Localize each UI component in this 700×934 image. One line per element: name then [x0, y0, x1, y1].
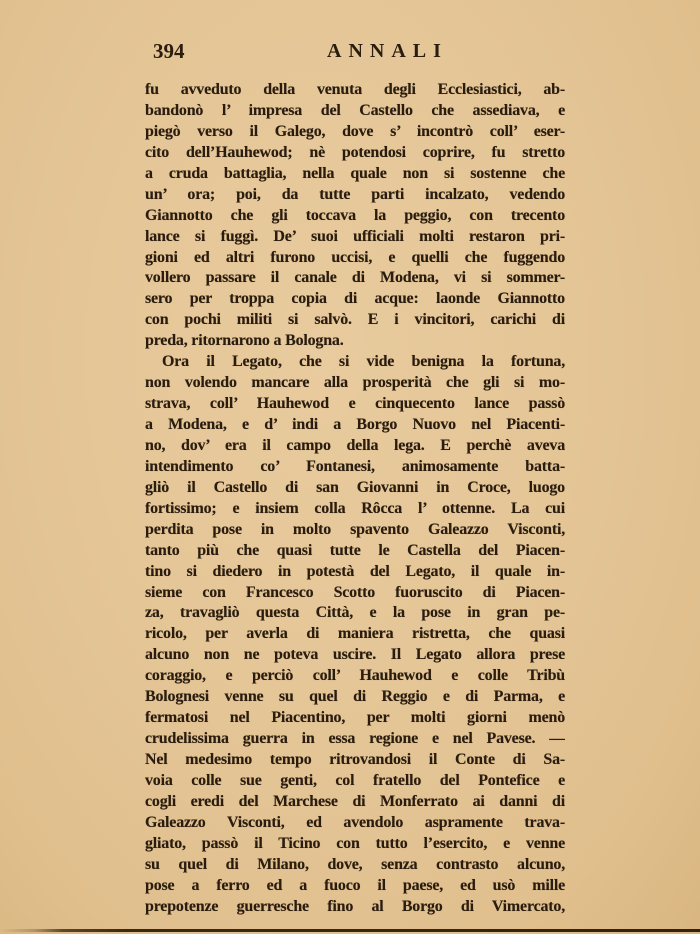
text-line: gioni ed altri furono uccisi, e quelli che fuggendo [145, 248, 565, 266]
page-number: 394 [153, 39, 185, 63]
text-line: lance si fuggì. De’ suoi ufficiali molti restaron pri- [145, 227, 565, 245]
text-line: crudelissima guerra in essa regione e nel Pavese. — [145, 730, 565, 748]
text-line: non volendo mancare alla prosperità che gli si mo- [145, 374, 565, 392]
text-line: vollero passare il canale di Modena, vi si sommer- [145, 269, 565, 287]
text-line: fu avveduto della venuta degli Ecclesiastici, ab- [145, 81, 565, 98]
text-line: cogli eredi del Marchese di Monferrato ai danni di [145, 792, 565, 810]
text-line: tino si diedero in potestà del Legato, il quale in- [145, 562, 565, 580]
text-line: su quel di Milano, dove, senza contrasto alcuno, [145, 855, 565, 873]
text-line: alcuno non ne poteva uscire. Il Legato allora prese [145, 646, 565, 664]
text-line: Galeazzo Visconti, ed avendolo aspramente trava- [145, 813, 565, 831]
text-line: bandonò l’ impresa del Castello che assediava, e [145, 101, 565, 119]
text-line: ricolo, per averla di maniera ristretta, che quasi [145, 625, 565, 643]
text-line: perdita pose in molto spavento Galeazzo Visconti, [145, 520, 565, 538]
text-line: sero per troppa copia di acque: laonde Giannotto [145, 290, 565, 308]
text-line: piegò verso il Galego, dove s’ incontrò coll’ eser- [145, 122, 565, 140]
text-line: con pochi militi si salvò. E i vincitori, carichi di [145, 311, 565, 329]
text-line: pose a ferro ed a fuoco il paese, ed usò mille [145, 876, 565, 894]
text-line: cito dell’Hauhewod; nè potendosi coprire, fu stretto [145, 143, 565, 161]
text-line: za, travagliò questa Città, e la pose in gran pe- [145, 604, 565, 622]
text-line: coraggio, e perciò coll’ Hauhewod e colle Tribù [145, 667, 565, 685]
text-line: voia colle sue genti, col fratello del Pontefice e [145, 771, 565, 789]
page-header [0, 37, 700, 65]
text-line: intendimento co’ Fontanesi, animosamente batta- [145, 457, 565, 475]
text-line: a Modena, e d’ indi a Borgo Nuovo nel Piacenti- [145, 416, 565, 433]
text-line: fortissimo; e insiem colla Rôcca l’ ottenne. La cui [145, 499, 565, 517]
text-line: prepotenze guerresche fino al Borgo di Vimercato, [145, 897, 565, 915]
text-line: Ora il Legato, che si vide benigna la fortuna, [162, 353, 565, 371]
text-line: Bolognesi venne su quel di Reggio e di Parma, e [145, 688, 565, 706]
page-text-block [145, 80, 565, 918]
text-line: Nel medesimo tempo ritrovandosi il Conte di Sa- [145, 751, 565, 768]
text-line: un’ ora; poi, da tutte parti incalzato, vedendo [145, 185, 565, 203]
scan-edge-line [0, 929, 700, 932]
text-line: a cruda battaglia, nella quale non si sostenne che [145, 164, 565, 182]
text-line: strava, coll’ Hauhewod e cinquecento lance passò [145, 395, 565, 413]
text-line: sieme con Francesco Scotto fuoruscito di Piacen- [145, 583, 565, 601]
text-line: gliato, passò il Ticino con tutto l’esercito, e venne [145, 834, 565, 852]
text-line: Giannotto che gli toccava la peggio, con trecento [145, 206, 565, 224]
text-line: tanto più che quasi tutte le Castella del Piacen- [145, 541, 565, 559]
text-line: gliò il Castello di san Giovanni in Croce, luogo [145, 478, 565, 496]
page-title: ANNALI [327, 40, 448, 62]
text-line: fermatosi nel Piacentino, per molti giorni menò [145, 709, 565, 727]
text-line: preda, ritornarono a Bologna. [145, 332, 344, 350]
text-line: no, dov’ era il campo della lega. E perchè aveva [145, 436, 565, 454]
